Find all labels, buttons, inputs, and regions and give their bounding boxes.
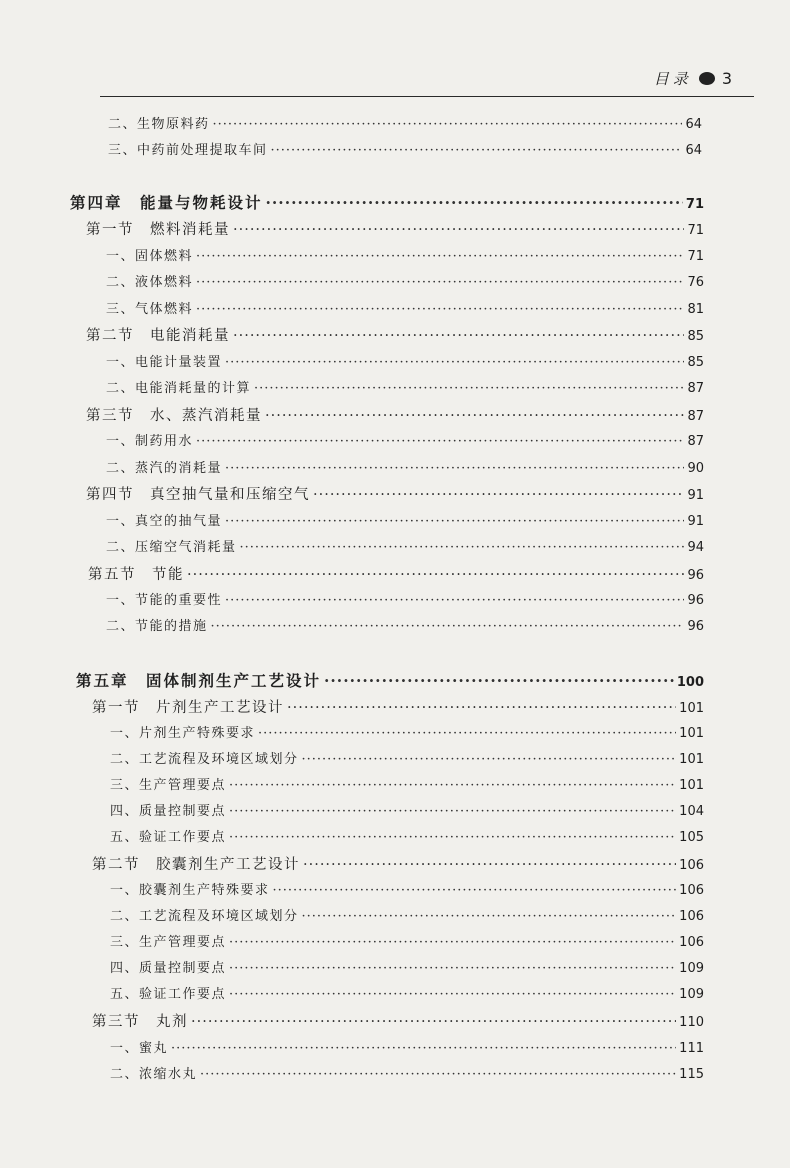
toc-item-entry: [106, 510, 704, 532]
toc-entry-label: 二、节能的措施: [106, 619, 208, 634]
toc-entry-label: 三、生产管理要点: [110, 935, 227, 950]
toc-entry-label: 五、验证工作要点: [110, 987, 227, 1002]
dot-leader: [287, 700, 676, 716]
toc-item-entry: [106, 377, 704, 399]
toc-entry-page-number: 104: [679, 804, 704, 819]
dot-leader: [254, 381, 684, 396]
toc-entry-label: 第二节 电能消耗量: [86, 328, 230, 344]
toc-entry-page-number: 81: [687, 302, 704, 317]
toc-entry-page-number: 91: [687, 488, 704, 503]
toc-chapter-entry: [76, 669, 704, 691]
toc-entry-label: 二、蒸汽的消耗量: [106, 461, 223, 476]
dot-leader: [233, 328, 684, 344]
toc-entry-label: 一、片剂生产特殊要求: [110, 726, 256, 741]
toc-entry-page-number: 71: [687, 223, 704, 238]
toc-item-entry: [110, 774, 704, 796]
toc-entry-page-number: 91: [687, 514, 704, 529]
toc-entry-label: 一、电能计量装置: [106, 355, 223, 370]
toc-item-entry: [106, 536, 704, 558]
dot-leader: [233, 222, 684, 238]
toc-item-entry: [106, 245, 704, 267]
toc-entry-label: 第三节 丸剂: [92, 1014, 188, 1030]
toc-entry-label: 一、固体燃料: [106, 249, 194, 264]
toc-entry-page-number: 85: [687, 329, 704, 344]
toc-item-entry: [108, 113, 702, 135]
dot-leader: [324, 671, 674, 690]
toc-entry-label: 四、质量控制要点: [110, 804, 227, 819]
ornament-icon: [699, 72, 715, 85]
toc-item-entry: [106, 589, 704, 611]
toc-section-entry: [92, 1010, 704, 1032]
toc-item-entry: [106, 457, 704, 479]
dot-leader: [196, 249, 684, 264]
toc-item-entry: [110, 1063, 704, 1085]
toc-item-entry: [108, 139, 702, 161]
toc-entry-page-number: 90: [687, 461, 704, 476]
toc-entry-page-number: 101: [679, 778, 704, 793]
toc-entry-page-number: 110: [679, 1015, 704, 1030]
toc-item-entry: [110, 826, 704, 848]
toc-entry-page-number: 87: [687, 381, 704, 396]
toc-entry-page-number: 106: [679, 935, 704, 950]
toc-entry-label: 一、制药用水: [106, 434, 194, 449]
toc-entry-page-number: 101: [679, 752, 704, 767]
toc-entry-label: 三、生产管理要点: [110, 778, 227, 793]
dot-leader: [303, 857, 676, 873]
toc-entry-label: 第五节 节能: [88, 567, 184, 583]
dot-leader: [313, 487, 684, 503]
toc-item-entry: [110, 957, 704, 979]
toc-entry-label: 第四节 真空抽气量和压缩空气: [86, 487, 310, 503]
toc-entry-page-number: 106: [679, 883, 704, 898]
toc-entry-label: 四、质量控制要点: [110, 961, 227, 976]
toc-item-entry: [106, 615, 704, 637]
toc-entry-page-number: 106: [679, 909, 704, 924]
toc-entry-label: 三、中药前处理提取车间: [108, 143, 268, 158]
dot-leader: [225, 461, 684, 476]
toc-entry-page-number: 111: [679, 1041, 704, 1056]
running-head-title: 目录: [653, 70, 692, 88]
toc-entry-page-number: 115: [679, 1067, 704, 1082]
toc-entry-label: 二、电能消耗量的计算: [106, 381, 252, 396]
toc-entry-label: 二、浓缩水丸: [110, 1067, 198, 1082]
toc-entry-label: 第三节 水、蒸汽消耗量: [86, 408, 262, 424]
toc-item-entry: [110, 748, 704, 770]
toc-entry-page-number: 76: [687, 275, 704, 290]
toc-entry-label: 第二节 胶囊剂生产工艺设计: [92, 857, 300, 873]
toc-entry-label: 五、验证工作要点: [110, 830, 227, 845]
dot-leader: [302, 909, 677, 924]
dot-leader: [196, 302, 684, 317]
running-head: [654, 68, 732, 89]
toc-entry-page-number: 64: [685, 117, 702, 132]
dot-leader: [258, 726, 676, 741]
dot-leader: [265, 408, 684, 424]
toc-entry-label: 一、蜜丸: [110, 1041, 169, 1056]
toc-section-entry: [92, 853, 704, 875]
toc-entry-label: 三、气体燃料: [106, 302, 194, 317]
toc-item-entry: [106, 351, 704, 373]
toc-entry-page-number: 109: [679, 987, 704, 1002]
toc-entry-page-number: 94: [687, 540, 704, 555]
toc-entry-page-number: 87: [687, 434, 704, 449]
toc-item-entry: [110, 800, 704, 822]
toc-item-entry: [110, 879, 704, 901]
dot-leader: [196, 434, 684, 449]
dot-leader: [229, 778, 676, 793]
toc-item-entry: [106, 430, 704, 452]
dot-leader: [213, 117, 683, 132]
toc-section-entry: [86, 218, 704, 240]
toc-item-entry: [110, 905, 704, 927]
toc-entry-label: 二、压缩空气消耗量: [106, 540, 237, 555]
toc-entry-page-number: 71: [687, 249, 704, 264]
toc-entry-page-number: 96: [687, 619, 704, 634]
toc-entry-label: 第一节 燃料消耗量: [86, 222, 230, 238]
dot-leader: [171, 1041, 676, 1056]
toc-entry-page-number: 96: [687, 568, 704, 583]
toc-item-entry: [110, 931, 704, 953]
toc-section-entry: [86, 404, 704, 426]
dot-leader: [240, 540, 685, 555]
dot-leader: [229, 987, 676, 1002]
dot-leader: [225, 593, 684, 608]
dot-leader: [229, 961, 676, 976]
dot-leader: [273, 883, 677, 898]
dot-leader: [271, 143, 683, 158]
toc-entry-label: 二、工艺流程及环境区域划分: [110, 909, 299, 924]
dot-leader: [302, 752, 677, 767]
dot-leader: [229, 804, 676, 819]
dot-leader: [266, 193, 683, 212]
toc-entry-page-number: 109: [679, 961, 704, 976]
toc-entry-label: 第四章 能量与物耗设计: [70, 193, 263, 212]
toc-entry-label: 第五章 固体制剂生产工艺设计: [76, 671, 322, 690]
toc-item-entry: [106, 298, 704, 320]
toc-entry-label: 二、工艺流程及环境区域划分: [110, 752, 299, 767]
toc-item-entry: [110, 983, 704, 1005]
toc-entry-label: 一、节能的重要性: [106, 593, 223, 608]
toc-entry-label: 二、液体燃料: [106, 275, 194, 290]
toc-entry-page-number: 106: [679, 858, 704, 873]
page-number: 3: [721, 69, 732, 88]
toc-section-entry: [86, 483, 704, 505]
toc-entry-page-number: 64: [685, 143, 702, 158]
toc-entry-label: 第一节 片剂生产工艺设计: [92, 700, 284, 716]
dot-leader: [200, 1067, 676, 1082]
toc-item-entry: [110, 1037, 704, 1059]
toc-section-entry: [88, 563, 704, 585]
dot-leader: [191, 1014, 676, 1030]
toc-section-entry: [92, 696, 704, 718]
dot-leader: [225, 514, 684, 529]
toc-entry-page-number: 96: [687, 593, 704, 608]
toc-section-entry: [86, 324, 704, 346]
toc-entry-page-number: 105: [679, 830, 704, 845]
dot-leader: [187, 567, 684, 583]
toc-chapter-entry: [70, 191, 704, 213]
dot-leader: [229, 935, 676, 950]
dot-leader: [225, 355, 684, 370]
toc-entry-page-number: 87: [687, 409, 704, 424]
header-rule: [100, 96, 754, 97]
toc-entry-label: 一、胶囊剂生产特殊要求: [110, 883, 270, 898]
toc-item-entry: [110, 722, 704, 744]
toc-item-entry: [106, 271, 704, 293]
dot-leader: [196, 275, 684, 290]
toc-entry-label: 一、真空的抽气量: [106, 514, 223, 529]
toc-entry-label: 二、生物原料药: [108, 117, 210, 132]
toc-entry-page-number: 100: [676, 675, 704, 690]
toc-entry-page-number: 101: [679, 701, 704, 716]
dot-leader: [229, 830, 676, 845]
dot-leader: [211, 619, 685, 634]
toc-entry-page-number: 85: [687, 355, 704, 370]
toc-entry-page-number: 71: [685, 197, 704, 212]
toc-entry-page-number: 101: [679, 726, 704, 741]
